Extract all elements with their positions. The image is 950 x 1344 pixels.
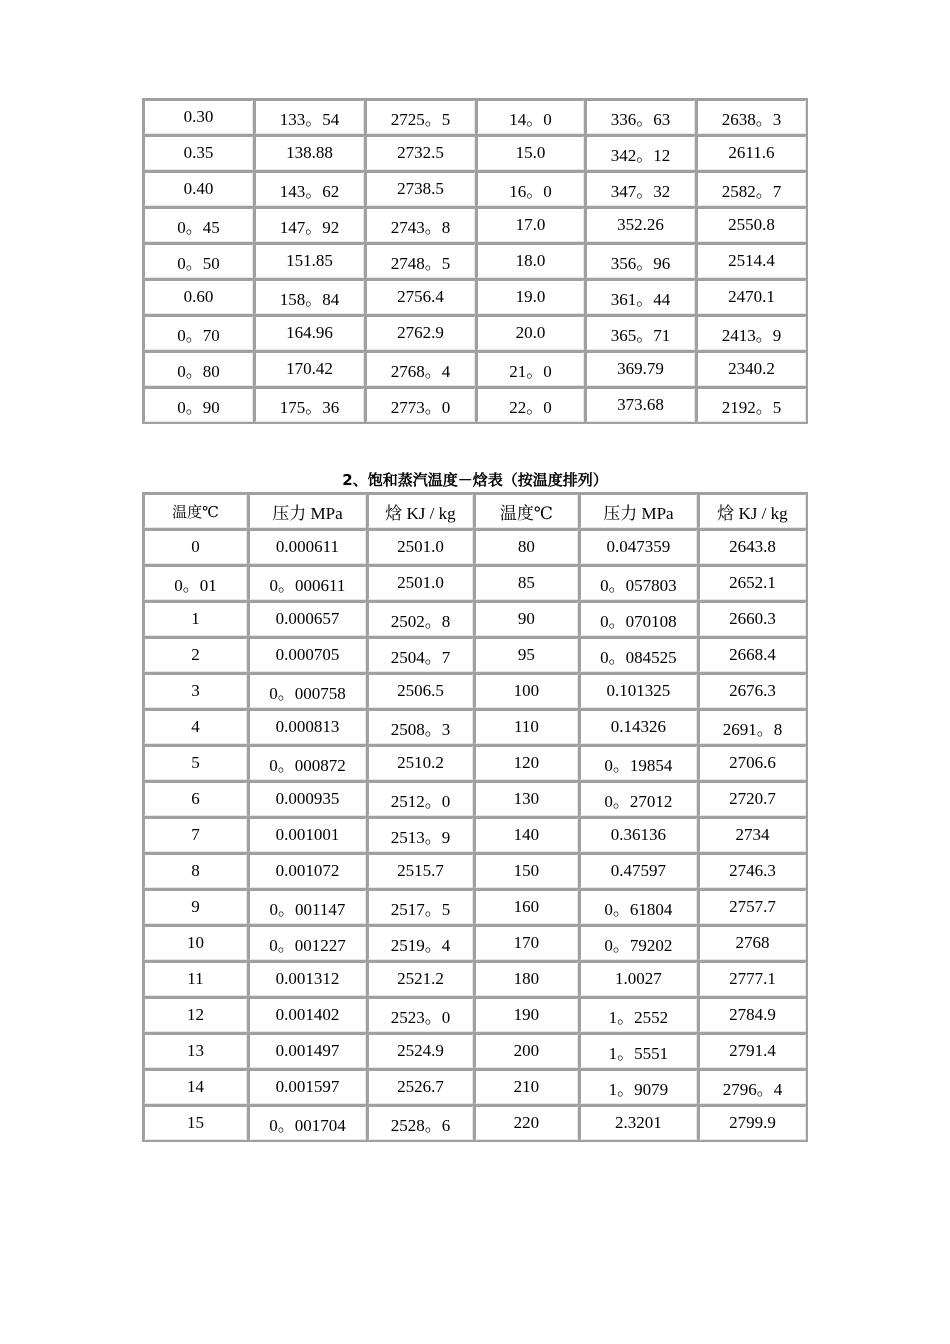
- table-cell: 2756.4: [366, 280, 475, 314]
- table-cell: 150: [475, 854, 578, 888]
- table-cell: 356。96: [586, 244, 695, 278]
- table-row: [144, 746, 806, 780]
- table-cell: 2501.0: [368, 566, 473, 600]
- table-cell: 2660.3: [699, 602, 806, 636]
- table-cell: 373.68: [586, 388, 695, 422]
- table-cell: 1。5551: [580, 1034, 697, 1068]
- table-cell: 2523。0: [368, 998, 473, 1032]
- table-row: [144, 1034, 806, 1068]
- table-cell: 0.30: [144, 100, 253, 134]
- table-row: [144, 1106, 806, 1140]
- table1-body: [144, 100, 806, 422]
- table-cell: 2512。0: [368, 782, 473, 816]
- table-cell: 2791.4: [699, 1034, 806, 1068]
- table-cell: 210: [475, 1070, 578, 1104]
- table-cell: 158。84: [255, 280, 364, 314]
- table-cell: 0。057803: [580, 566, 697, 600]
- table-cell: 2519。4: [368, 926, 473, 960]
- table-cell: 5: [144, 746, 247, 780]
- table-row: [144, 998, 806, 1032]
- table-cell: 0。001227: [249, 926, 366, 960]
- table-cell: 2506.5: [368, 674, 473, 708]
- table-cell: 2508。3: [368, 710, 473, 744]
- table-cell: 180: [475, 962, 578, 996]
- table-cell: 0。19854: [580, 746, 697, 780]
- table-cell: 2582。7: [697, 172, 806, 206]
- table-cell: 138.88: [255, 136, 364, 170]
- table-cell: 342。12: [586, 136, 695, 170]
- saturated-steam-temperature-enthalpy-table: [142, 492, 808, 1142]
- table-cell: 2470.1: [697, 280, 806, 314]
- table-cell: 2501.0: [368, 530, 473, 564]
- table-cell: 190: [475, 998, 578, 1032]
- table-cell: 2768。4: [366, 352, 475, 386]
- table-row: [144, 638, 806, 672]
- table-row: [144, 1070, 806, 1104]
- table-cell: 2.3201: [580, 1106, 697, 1140]
- table-cell: 0。45: [144, 208, 253, 242]
- table-cell: 2732.5: [366, 136, 475, 170]
- table-cell: 143。62: [255, 172, 364, 206]
- table-cell: 20.0: [477, 316, 584, 350]
- table-cell: 2652.1: [699, 566, 806, 600]
- table-cell: 0.14326: [580, 710, 697, 744]
- table-cell: 170.42: [255, 352, 364, 386]
- table-cell: 13: [144, 1034, 247, 1068]
- table-cell: 175。36: [255, 388, 364, 422]
- table-cell: 2: [144, 638, 247, 672]
- table-cell: 0.000611: [249, 530, 366, 564]
- table-cell: 0.001072: [249, 854, 366, 888]
- table-cell: 2725。5: [366, 100, 475, 134]
- table-cell: 9: [144, 890, 247, 924]
- table-cell: 14。0: [477, 100, 584, 134]
- section-title: 2、饱和蒸汽温度－焓表（按温度排列）: [342, 471, 608, 489]
- table-cell: 18.0: [477, 244, 584, 278]
- table-row: [144, 926, 806, 960]
- table-cell: 0。001147: [249, 890, 366, 924]
- table-cell: 0。001704: [249, 1106, 366, 1140]
- table-cell: 0。000872: [249, 746, 366, 780]
- table-cell: 8: [144, 854, 247, 888]
- table-cell: 19.0: [477, 280, 584, 314]
- table-row: [144, 674, 806, 708]
- table-row: [144, 782, 806, 816]
- header-temperature: 温度℃: [144, 494, 247, 528]
- table-cell: 12: [144, 998, 247, 1032]
- table-cell: 2413。9: [697, 316, 806, 350]
- table-cell: 22。0: [477, 388, 584, 422]
- header-pressure: 压力 MPa: [580, 494, 697, 528]
- table-cell: 7: [144, 818, 247, 852]
- table-cell: 0.60: [144, 280, 253, 314]
- table-cell: 2796。4: [699, 1070, 806, 1104]
- table-cell: 2738.5: [366, 172, 475, 206]
- table-cell: 2517。5: [368, 890, 473, 924]
- table-cell: 21。0: [477, 352, 584, 386]
- table-cell: 10: [144, 926, 247, 960]
- table-cell: 369.79: [586, 352, 695, 386]
- table-cell: 160: [475, 890, 578, 924]
- table-cell: 0.40: [144, 172, 253, 206]
- table-cell: 0。80: [144, 352, 253, 386]
- header-pressure: 压力 MPa: [249, 494, 366, 528]
- table-cell: 0.000935: [249, 782, 366, 816]
- table-cell: 15: [144, 1106, 247, 1140]
- table-cell: 140: [475, 818, 578, 852]
- table-header-row: [144, 494, 806, 528]
- table-cell: 2784.9: [699, 998, 806, 1032]
- table-row: [144, 280, 806, 314]
- table-cell: 200: [475, 1034, 578, 1068]
- table-row: [144, 352, 806, 386]
- table-cell: 2777.1: [699, 962, 806, 996]
- table-cell: 170: [475, 926, 578, 960]
- table-row: [144, 208, 806, 242]
- table-cell: 0。61804: [580, 890, 697, 924]
- table-cell: 2773。0: [366, 388, 475, 422]
- table-cell: 110: [475, 710, 578, 744]
- table-cell: 0.047359: [580, 530, 697, 564]
- table-cell: 164.96: [255, 316, 364, 350]
- table-cell: 347。32: [586, 172, 695, 206]
- table-cell: 2748。5: [366, 244, 475, 278]
- table-cell: 0。000758: [249, 674, 366, 708]
- table-cell: 0.001312: [249, 962, 366, 996]
- table-cell: 1.0027: [580, 962, 697, 996]
- table-cell: 6: [144, 782, 247, 816]
- table-cell: 0.001001: [249, 818, 366, 852]
- table-cell: 336。63: [586, 100, 695, 134]
- table-cell: 2638。3: [697, 100, 806, 134]
- table-row: [144, 854, 806, 888]
- table-cell: 2340.2: [697, 352, 806, 386]
- table-cell: 100: [475, 674, 578, 708]
- table-cell: 0。084525: [580, 638, 697, 672]
- table-cell: 2550.8: [697, 208, 806, 242]
- table-cell: 361。44: [586, 280, 695, 314]
- table-cell: 2743。8: [366, 208, 475, 242]
- table-cell: 2528。6: [368, 1106, 473, 1140]
- table-row: [144, 172, 806, 206]
- table-cell: 11: [144, 962, 247, 996]
- table-cell: 0.35: [144, 136, 253, 170]
- table-cell: 2611.6: [697, 136, 806, 170]
- table-cell: 0: [144, 530, 247, 564]
- table-cell: 3: [144, 674, 247, 708]
- table2-body: [144, 530, 806, 1140]
- table-cell: 4: [144, 710, 247, 744]
- table-cell: 120: [475, 746, 578, 780]
- table-cell: 130: [475, 782, 578, 816]
- table-row: [144, 962, 806, 996]
- table-cell: 16。0: [477, 172, 584, 206]
- table-cell: 133。54: [255, 100, 364, 134]
- table-row: [144, 316, 806, 350]
- table-cell: 95: [475, 638, 578, 672]
- table-cell: 2524.9: [368, 1034, 473, 1068]
- table-cell: 0.47597: [580, 854, 697, 888]
- table-cell: 2515.7: [368, 854, 473, 888]
- table-cell: 2668.4: [699, 638, 806, 672]
- table-row: [144, 530, 806, 564]
- table-cell: 1。9079: [580, 1070, 697, 1104]
- table-cell: 2762.9: [366, 316, 475, 350]
- table-cell: 2526.7: [368, 1070, 473, 1104]
- table-cell: 2768: [699, 926, 806, 960]
- table-cell: 2734: [699, 818, 806, 852]
- table-row: [144, 602, 806, 636]
- table-row: [144, 244, 806, 278]
- table-cell: 0。070108: [580, 602, 697, 636]
- table-cell: 85: [475, 566, 578, 600]
- table-cell: 2799.9: [699, 1106, 806, 1140]
- table-cell: 0.000657: [249, 602, 366, 636]
- table-cell: 0。01: [144, 566, 247, 600]
- table-row: [144, 388, 806, 422]
- table-cell: 151.85: [255, 244, 364, 278]
- table-cell: 2514.4: [697, 244, 806, 278]
- table-cell: 2720.7: [699, 782, 806, 816]
- table-cell: 1: [144, 602, 247, 636]
- steam-table-pressure-continued: [142, 98, 808, 424]
- table-cell: 15.0: [477, 136, 584, 170]
- table-cell: 2504。7: [368, 638, 473, 672]
- table-cell: 0.000705: [249, 638, 366, 672]
- table-cell: 0.001402: [249, 998, 366, 1032]
- table-cell: 2502。8: [368, 602, 473, 636]
- table-cell: 2643.8: [699, 530, 806, 564]
- header-enthalpy: 焓 KJ / kg: [699, 494, 806, 528]
- header-temperature: 温度℃: [475, 494, 578, 528]
- table-row: [144, 566, 806, 600]
- table-row: [144, 100, 806, 134]
- table-cell: 365。71: [586, 316, 695, 350]
- table-cell: 0.36136: [580, 818, 697, 852]
- table-cell: 14: [144, 1070, 247, 1104]
- table-cell: 2691。8: [699, 710, 806, 744]
- table-cell: 0。000611: [249, 566, 366, 600]
- table-cell: 0。79202: [580, 926, 697, 960]
- table-cell: 0。50: [144, 244, 253, 278]
- table-row: [144, 890, 806, 924]
- table-cell: 0.001497: [249, 1034, 366, 1068]
- table-cell: 220: [475, 1106, 578, 1140]
- table-row: [144, 710, 806, 744]
- table-row: [144, 136, 806, 170]
- table-cell: 2510.2: [368, 746, 473, 780]
- table-cell: 0.001597: [249, 1070, 366, 1104]
- table-cell: 0.101325: [580, 674, 697, 708]
- table-cell: 147。92: [255, 208, 364, 242]
- table-cell: 2706.6: [699, 746, 806, 780]
- table-cell: 0。90: [144, 388, 253, 422]
- table-cell: 90: [475, 602, 578, 636]
- table-cell: 17.0: [477, 208, 584, 242]
- table-cell: 80: [475, 530, 578, 564]
- table-cell: 2192。5: [697, 388, 806, 422]
- table-cell: 2757.7: [699, 890, 806, 924]
- table-row: [144, 818, 806, 852]
- table-cell: 2521.2: [368, 962, 473, 996]
- table-cell: 0.000813: [249, 710, 366, 744]
- table-cell: 2746.3: [699, 854, 806, 888]
- table-cell: 352.26: [586, 208, 695, 242]
- table-cell: 1。2552: [580, 998, 697, 1032]
- table-cell: 2676.3: [699, 674, 806, 708]
- table-cell: 0。70: [144, 316, 253, 350]
- header-enthalpy: 焓 KJ / kg: [368, 494, 473, 528]
- table-cell: 0。27012: [580, 782, 697, 816]
- table-cell: 2513。9: [368, 818, 473, 852]
